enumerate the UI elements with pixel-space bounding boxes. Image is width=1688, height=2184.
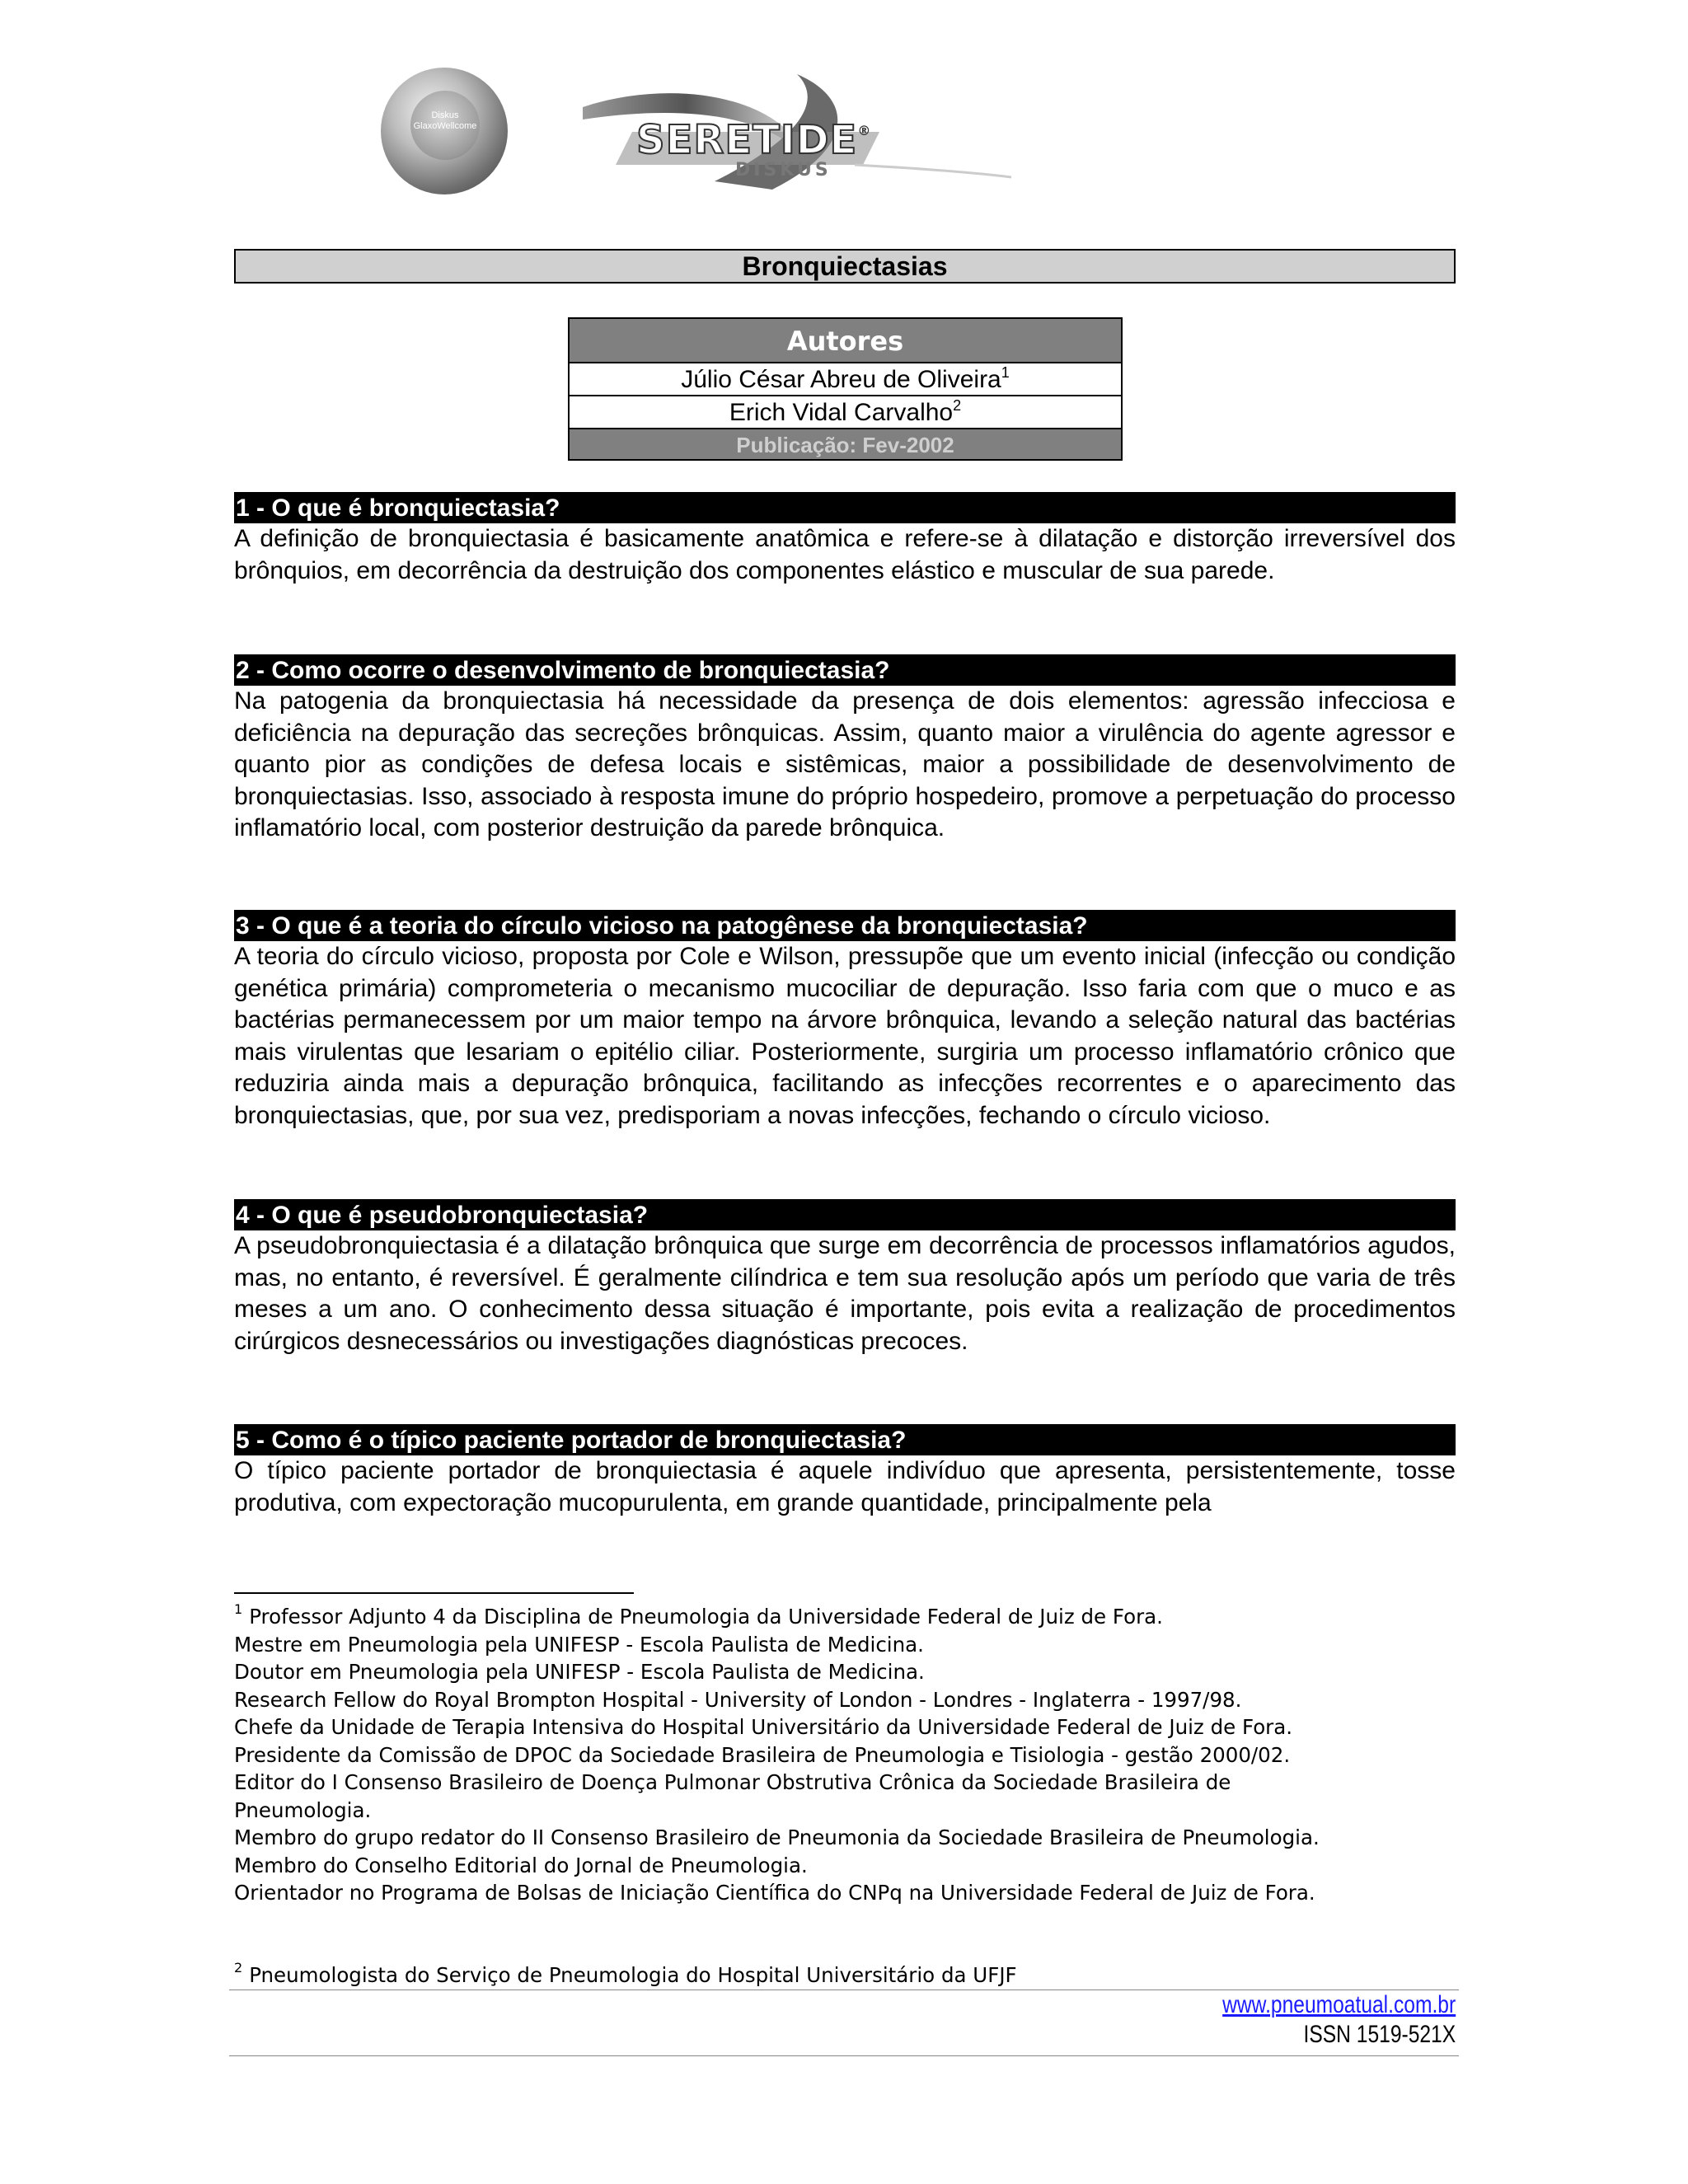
section-heading: 3 - O que é a teoria do círculo vicioso na patogênese da bronquiectasia? (234, 910, 1456, 941)
brand-logo (381, 68, 991, 204)
author-footnote-marker: 1 (1001, 364, 1010, 381)
section-body: A teoria do círculo vicioso, proposta por Cole e Wilson, pressupõe que um evento inicial (infecção ou condição genética primária) comprometeria o mecanismo mucociliar de depuração. Isso faria com que o muco e as bactérias permanecessem por um maior tempo na árvore brônquica, levando a seleção natural das bactérias mais virulentas que lesariam o epitélio ciliar. Posteriormente, surgiria um processo inflamatório crônico que reduziria ainda mais a depuração brônquica, facilitando as infecções recorrentes e o aparecimento das bronquiectasias, que, por sua vez, predisporiam a novas infecções, fechando o círculo vicioso. (234, 943, 1456, 1129)
footnote-marker: 1 (234, 1601, 243, 1617)
section-heading: 1 - O que é bronquiectasia? (234, 492, 1456, 523)
author-name: Júlio César Abreu de Oliveira (681, 366, 1001, 393)
footnote-line: Editor do I Consenso Brasileiro de Doença Pulmonar Obstrutiva Crônica da Sociedade Brasileira de (234, 1770, 1231, 1794)
footnote-line: Orientador no Programa de Bolsas de Iniciação Científica do CNPq na Universidade Federal de Juiz de Fora. (234, 1881, 1315, 1905)
authors-heading: Autores (570, 319, 1121, 363)
logo-brand-text: SERETIDE® (636, 117, 872, 163)
publication-date: Publicação: Fev-2002 (570, 429, 1121, 459)
author-footnote-marker: 2 (953, 397, 962, 414)
footnote-line: Pneumologia. (234, 1797, 372, 1822)
section (234, 1199, 1456, 1357)
section-body: A definição de bronquiectasia é basicamente anatômica e refere-se à dilatação e distorção irreversível dos brônquios, em decorrência da destruição dos componentes elástico e muscular de sua parede. (234, 525, 1456, 584)
section (234, 654, 1456, 845)
section-body: Na patogenia da bronquiectasia há necessidade da presença de dois elementos: agressão infecciosa e deficiência na depuração das secreções brônquicas. Assim, quanto maior a virulência do agente agressor e quanto pior as condições de defesa locais e sistêmicas, maior a possibilidade de desenvolvimento de bronquiectasias. Isso, associado à resposta imune do próprio hospedeiro, promove a perpetuação do processo inflamatório local, com posterior destruição da parede brônquica. (234, 687, 1456, 842)
author-row (570, 396, 1121, 429)
footnote-line: Membro do grupo redator do II Consenso Brasileiro de Pneumonia da Sociedade Brasileira de Pneumologia. (234, 1825, 1320, 1849)
authors-table (568, 317, 1123, 461)
section (234, 1424, 1456, 1519)
footnote-line: Chefe da Unidade de Terapia Intensiva do Hospital Universitário da Universidade Federal de Juiz de Fora. (234, 1715, 1293, 1739)
section-body: O típico paciente portador de bronquiectasia é aquele indivíduo que apresenta, persistentemente, tosse produtiva, com expectoração mucopurulenta, em grande quantidade, principalmente pela (234, 1457, 1456, 1516)
footnote-separator (234, 1592, 634, 1594)
section-heading: 2 - Como ocorre o desenvolvimento de bronquiectasia? (234, 654, 1456, 686)
footnote-line: Mestre em Pneumologia pela UNIFESP - Escola Paulista de Medicina. (234, 1632, 924, 1657)
footnote-line: Presidente da Comissão de DPOC da Sociedade Brasileira de Pneumologia e Tisiologia - gestão 2000/02. (234, 1742, 1291, 1767)
footnote-line: Research Fellow do Royal Brompton Hospital - University of London - Londres - Inglaterra - 1997/98. (234, 1687, 1242, 1712)
document-title: Bronquiectasias (234, 249, 1456, 284)
footnote-1 (234, 1603, 1470, 1907)
author-name: Erich Vidal Carvalho (729, 399, 954, 426)
section (234, 492, 1456, 587)
section-body: A pseudobronquiectasia é a dilatação brônquica que surge em decorrência de processos inflamatórios agudos, mas, no entanto, é reversível. É geralmente cilíndrica e tem sua resolução após um período que varia de três meses a um ano. O conhecimento dessa situação é importante, pois evita a realização de procedimentos cirúrgicos desnecessários ou investigações diagnósticas precoces. (234, 1232, 1456, 1355)
diskus-device-image (381, 68, 508, 194)
footnote-text: Pneumologista do Serviço de Pneumologia do Hospital Universitário da UFJF (249, 1963, 1017, 1987)
footnote-line: $^1$ Professor Adjunto 4 da Disciplina de Pneumologia da Universidade Federal de Juiz de Fora. (234, 1601, 1163, 1629)
website-link[interactable]: www.pneumoatual.com.br (1221, 1991, 1456, 2018)
footnote-marker: 2 (234, 1960, 243, 1975)
issn-label: ISSN 1519-521X (1303, 2021, 1456, 2048)
footnote-2 (234, 1961, 1017, 1990)
footer-rule-bottom (229, 2055, 1459, 2056)
footnote-line: Membro do Conselho Editorial do Jornal de Pneumologia. (234, 1853, 808, 1877)
author-row (570, 363, 1121, 396)
diskus-device-label: Diskus GlaxoWellcome (410, 91, 480, 160)
section-heading: 4 - O que é pseudobronquiectasia? (234, 1199, 1456, 1230)
logo-sub-text: DISKUS (735, 160, 832, 180)
section-heading: 5 - Como é o típico paciente portador de bronquiectasia? (234, 1424, 1456, 1455)
footnote-line: Doutor em Pneumologia pela UNIFESP - Escola Paulista de Medicina. (234, 1660, 925, 1684)
section (234, 910, 1456, 1132)
